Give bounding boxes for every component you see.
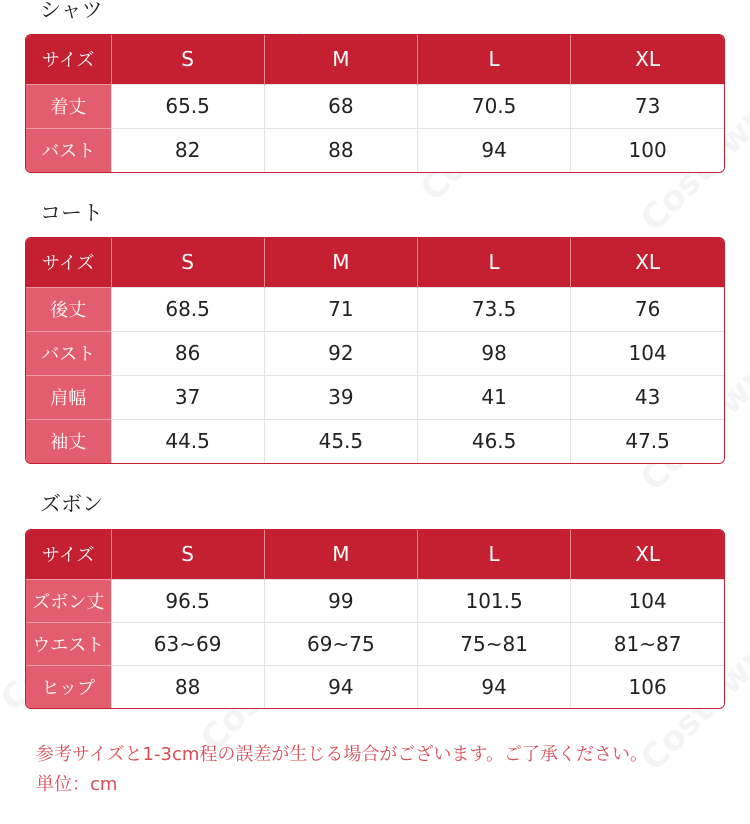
table-cell: 98 xyxy=(418,331,571,375)
table-cell: 94 xyxy=(264,665,417,708)
table-header-row xyxy=(26,238,724,287)
header-cell: M xyxy=(264,530,417,579)
row-label: ズボン丈 xyxy=(26,579,111,622)
header-cell: S xyxy=(111,35,264,84)
table-row xyxy=(26,287,724,331)
table-cell: 94 xyxy=(418,665,571,708)
table-cell: 88 xyxy=(111,665,264,708)
size-table-pants xyxy=(25,529,725,709)
table-cell: 45.5 xyxy=(264,419,417,463)
table-cell: 104 xyxy=(571,579,724,622)
row-label: バスト xyxy=(26,331,111,375)
section-title-coat: コート xyxy=(40,201,103,225)
table-cell: 71 xyxy=(264,287,417,331)
table-row xyxy=(26,375,724,419)
table-row xyxy=(26,84,724,128)
header-cell: L xyxy=(418,238,571,287)
row-label: ヒップ xyxy=(26,665,111,708)
table-cell: 96.5 xyxy=(111,579,264,622)
size-table-shirt xyxy=(25,34,725,173)
row-label: 着丈 xyxy=(26,84,111,128)
unit-text: 単位：cm xyxy=(36,774,118,795)
table-cell: 92 xyxy=(264,331,417,375)
header-cell: サイズ xyxy=(26,530,111,579)
header-cell: M xyxy=(264,238,417,287)
header-cell: サイズ xyxy=(26,238,111,287)
table-cell: 63~69 xyxy=(111,622,264,665)
table-cell: 86 xyxy=(111,331,264,375)
table-cell: 44.5 xyxy=(111,419,264,463)
table-cell: 46.5 xyxy=(418,419,571,463)
table-cell: 68 xyxy=(264,84,417,128)
table-cell: 65.5 xyxy=(111,84,264,128)
header-cell: S xyxy=(111,530,264,579)
table-cell: 81~87 xyxy=(571,622,724,665)
table-row xyxy=(26,419,724,463)
header-cell: S xyxy=(111,238,264,287)
table-cell: 73.5 xyxy=(418,287,571,331)
row-label: 袖丈 xyxy=(26,419,111,463)
table-cell: 100 xyxy=(571,128,724,172)
header-cell: M xyxy=(264,35,417,84)
table-cell: 68.5 xyxy=(111,287,264,331)
table-cell: 73 xyxy=(571,84,724,128)
disclaimer-text: 参考サイズと1-3cm程の誤差が生じる場合がございます。ご了承ください。 xyxy=(36,744,648,765)
header-cell: L xyxy=(418,35,571,84)
table-cell: 47.5 xyxy=(571,419,724,463)
header-cell: XL xyxy=(571,35,724,84)
header-cell: サイズ xyxy=(26,35,111,84)
section-title-pants: ズボン xyxy=(40,492,103,516)
table-row xyxy=(26,331,724,375)
table-header-row xyxy=(26,35,724,84)
table-row xyxy=(26,128,724,172)
section-title-shirt: シャツ xyxy=(40,0,103,22)
header-cell: XL xyxy=(571,238,724,287)
row-label: バスト xyxy=(26,128,111,172)
table-cell: 99 xyxy=(264,579,417,622)
header-cell: XL xyxy=(571,530,724,579)
row-label: ウエスト xyxy=(26,622,111,665)
table-row xyxy=(26,622,724,665)
table-cell: 76 xyxy=(571,287,724,331)
table-cell: 39 xyxy=(264,375,417,419)
table-cell: 101.5 xyxy=(418,579,571,622)
header-cell: L xyxy=(418,530,571,579)
table-cell: 106 xyxy=(571,665,724,708)
table-cell: 104 xyxy=(571,331,724,375)
table-cell: 70.5 xyxy=(418,84,571,128)
table-cell: 94 xyxy=(418,128,571,172)
size-table-coat xyxy=(25,237,725,464)
table-cell: 82 xyxy=(111,128,264,172)
table-row xyxy=(26,579,724,622)
row-label: 後丈 xyxy=(26,287,111,331)
table-cell: 41 xyxy=(418,375,571,419)
table-cell: 37 xyxy=(111,375,264,419)
table-cell: 69~75 xyxy=(264,622,417,665)
row-label: 肩幅 xyxy=(26,375,111,419)
table-cell: 75~81 xyxy=(418,622,571,665)
table-cell: 43 xyxy=(571,375,724,419)
table-row xyxy=(26,665,724,708)
notes-block xyxy=(36,740,648,800)
table-header-row xyxy=(26,530,724,579)
table-cell: 88 xyxy=(264,128,417,172)
